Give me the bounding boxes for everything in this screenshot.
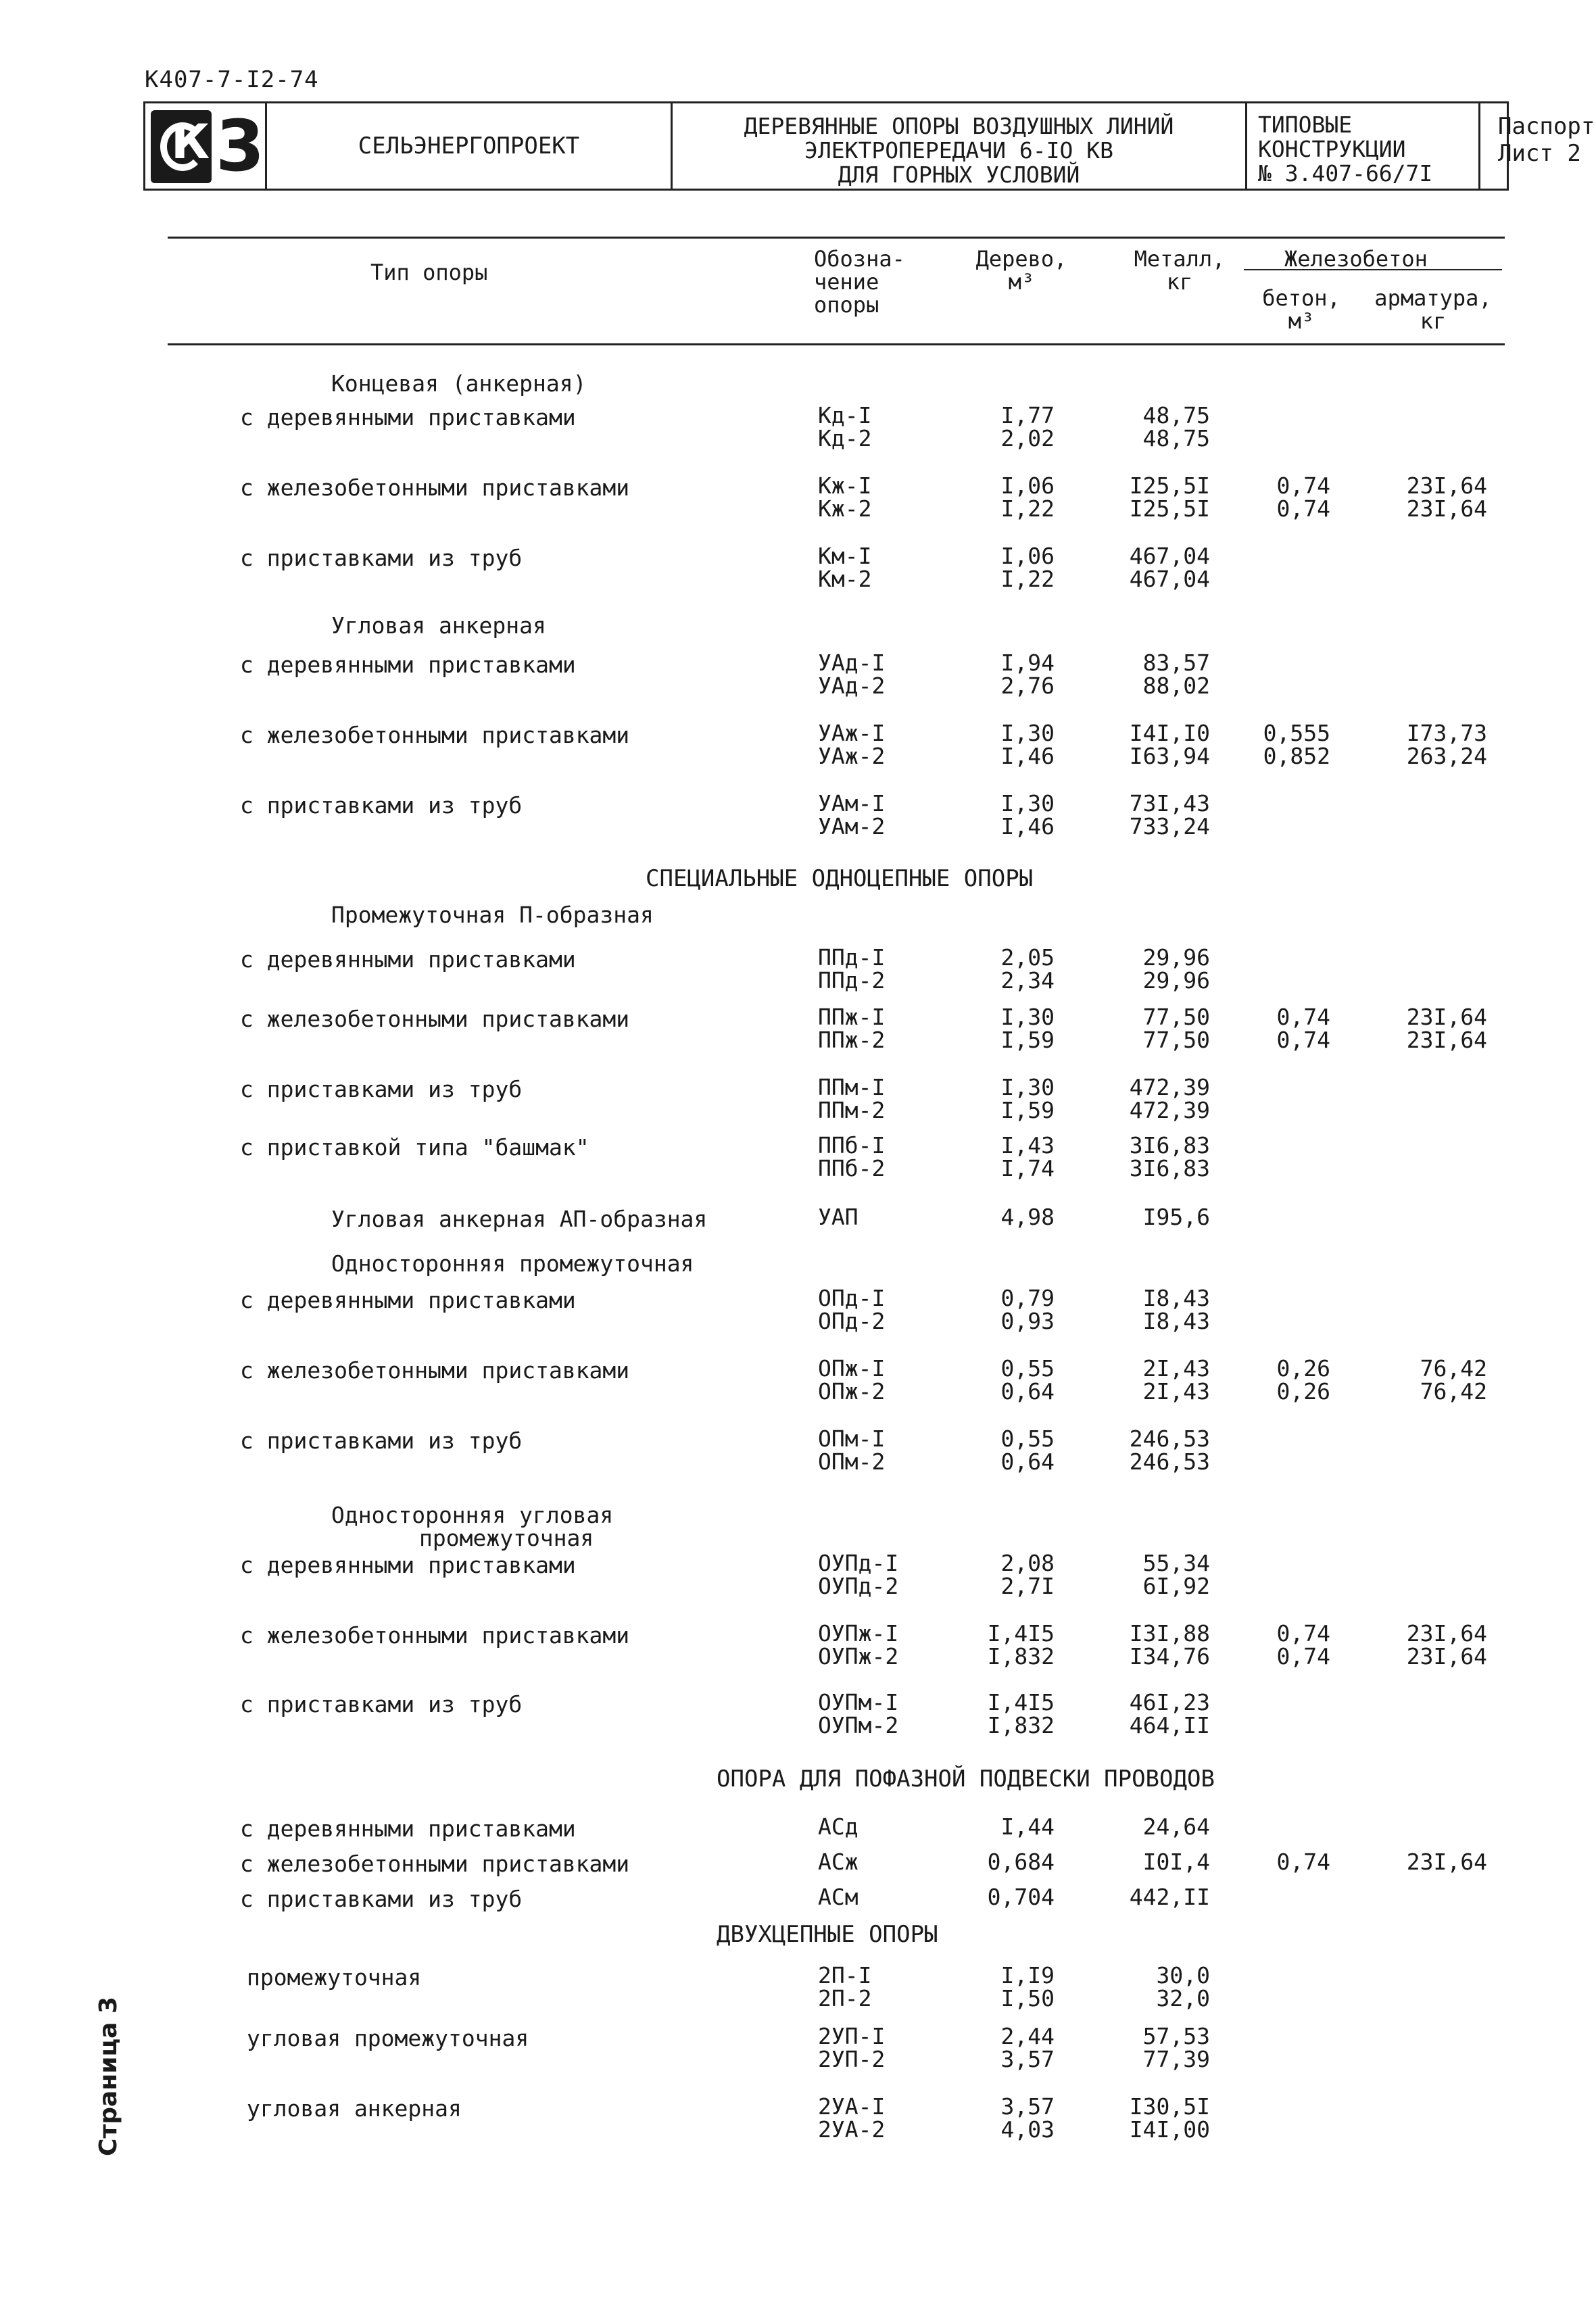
- group-heading: Угловая анкерная: [331, 612, 546, 639]
- row-type-label: с деревянными приставками: [240, 1552, 576, 1578]
- row-type-label: с приставками из труб: [240, 792, 523, 819]
- rebar-value: 23I,64: [1406, 1849, 1487, 1875]
- designation-value: 2УА-I: [818, 2093, 886, 2120]
- group-heading: Односторонняя промежуточная: [331, 1250, 694, 1277]
- wood-value: 0,704: [987, 1884, 1055, 1910]
- metal-value: 467,04: [1129, 566, 1210, 592]
- designation-value: УАж-2: [818, 743, 886, 769]
- header-wood: Дерево, м³: [975, 246, 1067, 295]
- designation-value: ОУПм-2: [818, 1712, 899, 1738]
- wood-value: I,77: [1000, 402, 1055, 429]
- wood-value: I,74: [1000, 1155, 1055, 1181]
- designation-value: ОПж-2: [818, 1378, 886, 1405]
- table-top-rule: [168, 237, 1505, 239]
- logo-mark-icon: К: [151, 110, 212, 183]
- rebar-value: 76,42: [1420, 1378, 1487, 1405]
- metal-value: 73I,43: [1129, 790, 1210, 817]
- designation-value: АСж: [818, 1849, 859, 1875]
- metal-value: 30,0: [1156, 1962, 1210, 1989]
- designation-value: ППб-I: [818, 1132, 886, 1159]
- row-type-label: с деревянными приставками: [240, 404, 576, 431]
- wood-value: I,832: [987, 1643, 1055, 1670]
- metal-value: I95,6: [1142, 1204, 1210, 1230]
- row-type-label: с деревянными приставками: [240, 652, 576, 678]
- metal-value: I3I,88: [1129, 1620, 1210, 1647]
- metal-value: 32,0: [1156, 1985, 1210, 2012]
- designation-value: 2УП-I: [818, 2023, 886, 2049]
- logo: [145, 103, 267, 189]
- wood-value: 0,55: [1000, 1425, 1055, 1452]
- metal-value: 77,50: [1142, 1027, 1210, 1053]
- designation-value: ППд-2: [818, 967, 886, 994]
- metal-value: 246,53: [1129, 1448, 1210, 1475]
- metal-value: I8,43: [1142, 1308, 1210, 1334]
- metal-value: 77,39: [1142, 2046, 1210, 2072]
- wood-value: 0,684: [987, 1849, 1055, 1875]
- wood-value: I,4I5: [987, 1689, 1055, 1715]
- designation-value: ППж-I: [818, 1004, 886, 1030]
- wood-value: I,59: [1000, 1027, 1055, 1053]
- designation-value: УАП: [818, 1204, 859, 1230]
- rebar-value: 23I,64: [1406, 495, 1487, 522]
- row-type-label: с железобетонными приставками: [240, 722, 630, 748]
- designation-value: ППд-I: [818, 944, 886, 971]
- wood-value: I,59: [1000, 1097, 1055, 1123]
- designation-value: ОПм-I: [818, 1425, 886, 1452]
- metal-value: 2I,43: [1142, 1378, 1210, 1405]
- wood-value: I,06: [1000, 472, 1055, 499]
- metal-value: 464,II: [1129, 1712, 1210, 1738]
- designation-value: ОУПд-I: [818, 1550, 899, 1576]
- metal-value: 55,34: [1142, 1550, 1210, 1576]
- designation-value: Км-2: [818, 566, 872, 592]
- sheet-info: [1478, 103, 1596, 189]
- designation-value: ППж-2: [818, 1027, 886, 1053]
- header-type: Тип опоры: [370, 260, 488, 285]
- metal-value: 442,II: [1129, 1884, 1210, 1910]
- row-type-label: Угловая анкерная АП-образная: [331, 1206, 708, 1232]
- concrete-value: 0,26: [1276, 1378, 1330, 1405]
- designation-value: Км-I: [818, 543, 872, 569]
- wood-value: 2,34: [1000, 967, 1055, 994]
- designation-value: ОПд-I: [818, 1285, 886, 1311]
- metal-value: 48,75: [1142, 425, 1210, 452]
- designation-value: 2П-2: [818, 1985, 872, 2012]
- section-heading: ОПОРА ДЛЯ ПОФАЗНОЙ ПОДВЕСКИ ПРОВОДОВ: [717, 1765, 1215, 1793]
- metal-value: I25,5I: [1129, 495, 1210, 522]
- row-type-label: с приставками из труб: [240, 1076, 523, 1102]
- section-heading: ДВУХЦЕПНЫЕ ОПОРЫ: [717, 1921, 938, 1948]
- metal-value: 6I,92: [1142, 1573, 1210, 1599]
- metal-value: I34,76: [1129, 1643, 1210, 1670]
- document-number: К407-7-I2-74: [145, 66, 319, 93]
- header-concrete: бетон, м³: [1262, 285, 1340, 334]
- wood-value: 2,08: [1000, 1550, 1055, 1576]
- metal-value: I30,5I: [1129, 2093, 1210, 2120]
- table-header-rule: [168, 343, 1505, 345]
- metal-value: I25,5I: [1129, 472, 1210, 499]
- row-type-label: промежуточная: [247, 1964, 422, 1991]
- concrete-value: 0,74: [1276, 1643, 1330, 1670]
- sheet-line: Лист 2: [1498, 140, 1581, 167]
- row-type-label: с железобетонными приставками: [240, 1622, 630, 1649]
- designation-value: УАд-2: [818, 673, 886, 699]
- metal-value: 3I6,83: [1129, 1132, 1210, 1159]
- section-heading: СПЕЦИАЛЬНЫЕ ОДНОЦЕПНЫЕ ОПОРЫ: [646, 865, 1034, 892]
- wood-value: 0,93: [1000, 1308, 1055, 1334]
- title-line: ДЛЯ ГОРНЫХ УСЛОВИЙ: [838, 162, 1080, 188]
- wood-value: 0,79: [1000, 1285, 1055, 1311]
- rebar-value: 23I,64: [1406, 472, 1487, 499]
- wood-value: 0,64: [1000, 1378, 1055, 1405]
- wood-value: 2,7I: [1000, 1573, 1055, 1599]
- designation-value: УАд-I: [818, 650, 886, 676]
- designation-value: Кд-2: [818, 425, 872, 452]
- metal-value: I8,43: [1142, 1285, 1210, 1311]
- designation-value: ОУПж-I: [818, 1620, 899, 1647]
- series-line: № 3.407-66/7I: [1258, 160, 1433, 187]
- designation-value: ОУПм-I: [818, 1689, 899, 1715]
- concrete-value: 0,852: [1263, 743, 1330, 769]
- concrete-value: 0,26: [1276, 1355, 1330, 1382]
- group-heading: Промежуточная П-образная: [331, 902, 654, 928]
- wood-value: I,30: [1000, 1074, 1055, 1100]
- wood-value: I,46: [1000, 813, 1055, 839]
- metal-value: I63,94: [1129, 743, 1210, 769]
- row-type-label: с железобетонными приставками: [240, 1357, 630, 1384]
- rebar-value: I73,73: [1406, 720, 1487, 746]
- metal-value: 3I6,83: [1129, 1155, 1210, 1181]
- designation-value: ППм-2: [818, 1097, 886, 1123]
- concrete-value: 0,74: [1276, 1620, 1330, 1647]
- concrete-value: 0,74: [1276, 495, 1330, 522]
- designation-value: ОУПд-2: [818, 1573, 899, 1599]
- wood-value: 2,44: [1000, 2023, 1055, 2049]
- wood-value: 2,02: [1000, 425, 1055, 452]
- series-line: ТИПОВЫЕ: [1258, 112, 1353, 138]
- row-type-label: с деревянными приставками: [240, 1287, 576, 1313]
- header-metal: Металл, кг: [1134, 246, 1226, 295]
- designation-value: Кж-I: [818, 472, 872, 499]
- wood-value: I,94: [1000, 650, 1055, 676]
- concrete-value: 0,74: [1276, 1004, 1330, 1030]
- concrete-value: 0,555: [1263, 720, 1330, 746]
- sheet-line: Паспорт: [1498, 113, 1595, 140]
- rebar-value: 23I,64: [1406, 1620, 1487, 1647]
- wood-value: I,43: [1000, 1132, 1055, 1159]
- designation-value: ОПд-2: [818, 1308, 886, 1334]
- row-type-label: с железобетонными приставками: [240, 1006, 630, 1032]
- logo-digit: 3: [216, 105, 265, 187]
- row-type-label: угловая промежуточная: [247, 2025, 529, 2051]
- title-line: ЭЛЕКТРОПЕРЕДАЧИ 6-IO КВ: [804, 137, 1113, 164]
- metal-value: 48,75: [1142, 402, 1210, 429]
- wood-value: I,50: [1000, 1985, 1055, 2012]
- row-type-label: угловая анкерная: [247, 2095, 462, 2122]
- metal-value: 29,96: [1142, 967, 1210, 994]
- title-block: [143, 101, 1595, 191]
- designation-value: УАж-I: [818, 720, 886, 746]
- wood-value: 2,05: [1000, 944, 1055, 971]
- metal-value: 83,57: [1142, 650, 1210, 676]
- wood-value: 0,55: [1000, 1355, 1055, 1382]
- metal-value: I4I,I0: [1129, 720, 1210, 746]
- rebar-value: 23I,64: [1406, 1027, 1487, 1053]
- metal-value: 472,39: [1129, 1074, 1210, 1100]
- wood-value: I,832: [987, 1712, 1055, 1738]
- wood-value: I,30: [1000, 720, 1055, 746]
- row-type-label: с приставкой типа "башмак": [240, 1134, 589, 1161]
- wood-value: 0,64: [1000, 1448, 1055, 1475]
- page-label: Страница 3: [95, 1996, 122, 2156]
- series-line: КОНСТРУКЦИИ: [1258, 136, 1406, 162]
- group-heading: промежуточная: [419, 1525, 594, 1551]
- wood-value: 4,03: [1000, 2116, 1055, 2143]
- organization: СЕЛЬЭНЕРГОПРОЕКТ: [267, 103, 673, 189]
- metal-value: 733,24: [1129, 813, 1210, 839]
- row-type-label: с приставками из труб: [240, 1428, 523, 1454]
- wood-value: I,22: [1000, 566, 1055, 592]
- wood-value: I,30: [1000, 790, 1055, 817]
- row-type-label: с приставками из труб: [240, 1691, 523, 1717]
- wood-value: 4,98: [1000, 1204, 1055, 1230]
- wood-value: I,I9: [1000, 1962, 1055, 1989]
- wood-value: I,44: [1000, 1813, 1055, 1840]
- metal-value: 24,64: [1142, 1813, 1210, 1840]
- designation-value: АСм: [818, 1884, 859, 1910]
- wood-value: I,06: [1000, 543, 1055, 569]
- rebar-value: 76,42: [1420, 1355, 1487, 1382]
- designation-value: Кд-I: [818, 402, 872, 429]
- designation-value: ППб-2: [818, 1155, 886, 1181]
- designation-value: ППм-I: [818, 1074, 886, 1100]
- rebar-value: 23I,64: [1406, 1004, 1487, 1030]
- metal-value: I4I,00: [1129, 2116, 1210, 2143]
- metal-value: 88,02: [1142, 673, 1210, 699]
- header-rebar: арматура, кг: [1374, 285, 1492, 334]
- row-type-label: с приставками из труб: [240, 1886, 523, 1912]
- concrete-value: 0,74: [1276, 1849, 1330, 1875]
- metal-value: I0I,4: [1142, 1849, 1210, 1875]
- wood-value: I,4I5: [987, 1620, 1055, 1647]
- designation-value: 2П-I: [818, 1962, 872, 1989]
- row-type-label: с железобетонными приставками: [240, 474, 630, 501]
- designation-value: ОУПж-2: [818, 1643, 899, 1670]
- designation-value: УАм-I: [818, 790, 886, 817]
- metal-value: 57,53: [1142, 2023, 1210, 2049]
- row-type-label: с приставками из труб: [240, 545, 523, 571]
- wood-value: I,46: [1000, 743, 1055, 769]
- concrete-value: 0,74: [1276, 1027, 1330, 1053]
- designation-value: АСд: [818, 1813, 859, 1840]
- group-heading: Односторонняя угловая: [331, 1502, 614, 1528]
- wood-value: I,30: [1000, 1004, 1055, 1030]
- header-rc: Железобетон: [1284, 246, 1428, 272]
- wood-value: I,22: [1000, 495, 1055, 522]
- metal-value: 246,53: [1129, 1425, 1210, 1452]
- metal-value: 2I,43: [1142, 1355, 1210, 1382]
- metal-value: 467,04: [1129, 543, 1210, 569]
- rebar-value: 263,24: [1406, 743, 1487, 769]
- metal-value: 472,39: [1129, 1097, 1210, 1123]
- document-title: [673, 103, 1247, 189]
- designation-value: ОПж-I: [818, 1355, 886, 1382]
- wood-value: 3,57: [1000, 2093, 1055, 2120]
- wood-value: 3,57: [1000, 2046, 1055, 2072]
- concrete-value: 0,74: [1276, 472, 1330, 499]
- designation-value: Кж-2: [818, 495, 872, 522]
- designation-value: 2УП-2: [818, 2046, 886, 2072]
- title-line: ДЕРЕВЯННЫЕ ОПОРЫ ВОЗДУШНЫХ ЛИНИЙ: [744, 113, 1174, 139]
- wood-value: 2,76: [1000, 673, 1055, 699]
- metal-value: 77,50: [1142, 1004, 1210, 1030]
- series-info: [1247, 103, 1478, 189]
- metal-value: 46I,23: [1129, 1689, 1210, 1715]
- group-heading: Концевая (анкерная): [331, 370, 587, 397]
- designation-value: ОПм-2: [818, 1448, 886, 1475]
- row-type-label: с деревянными приставками: [240, 1816, 576, 1842]
- header-designation: Обозна- чение опоры: [814, 246, 905, 318]
- row-type-label: с деревянными приставками: [240, 946, 576, 973]
- designation-value: 2УА-2: [818, 2116, 886, 2143]
- designation-value: УАм-2: [818, 813, 886, 839]
- row-type-label: с железобетонными приставками: [240, 1851, 630, 1877]
- rebar-value: 23I,64: [1406, 1643, 1487, 1670]
- metal-value: 29,96: [1142, 944, 1210, 971]
